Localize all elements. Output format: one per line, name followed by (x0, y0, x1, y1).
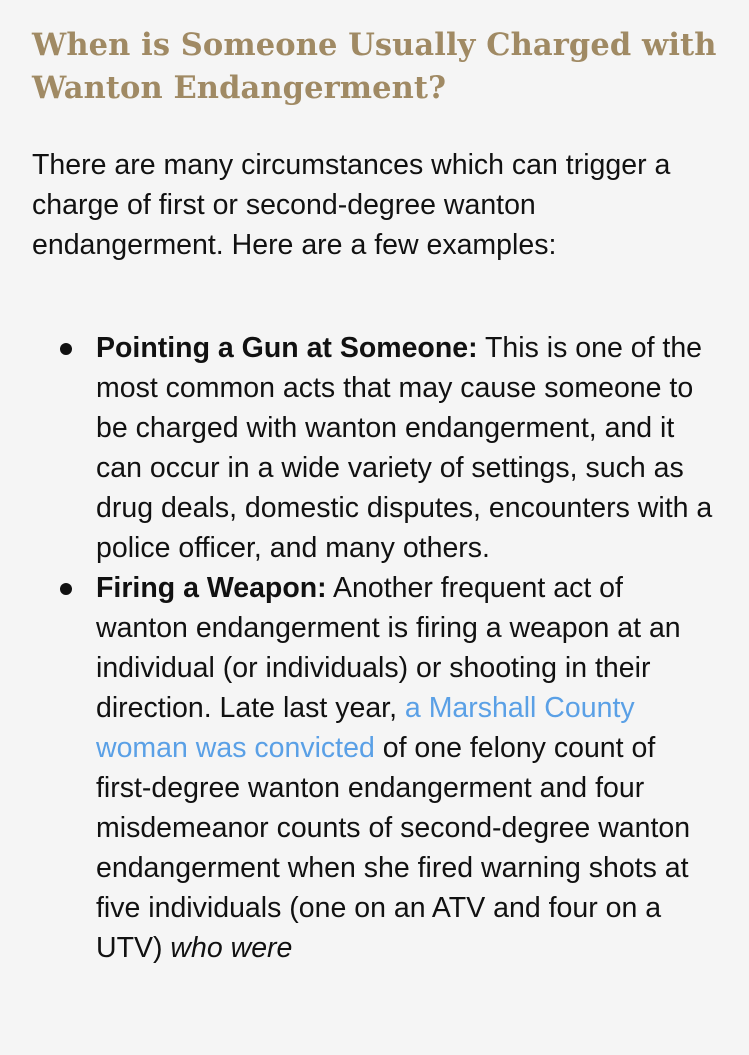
article (32, 24, 732, 968)
list-item-title: Firing a Weapon: (96, 572, 327, 604)
list-item-pointing-gun (32, 328, 716, 568)
list-item-text: Another frequent act of wanton endangerment is firing a weapon at an individual (or individuals) or shooting in their direction. Late last year, (96, 572, 681, 724)
list-item-text-continued: of one felony count of first-degree wanton endangerment and four misdemeanor counts of second-degree wanton endangerment when she fired warning shots at five individuals (one on an ATV and four on a UTV) (96, 732, 691, 964)
conviction-article-link[interactable]: a Marshall County woman was convicted (96, 692, 635, 764)
intro-paragraph: There are many circumstances which can trigger a charge of first or second-degree wanton endangerment. Here are a few examples: (32, 149, 671, 261)
section-heading: When is Someone Usually Charged with Wanton Endangerment? (32, 27, 717, 106)
examples-list (32, 328, 732, 968)
list-item-firing-weapon (32, 568, 716, 968)
list-item-title: Pointing a Gun at Someone: (96, 332, 478, 364)
list-item-text: This is one of the most common acts that may cause someone to be charged with wanton endangerment, and it can occur in a wide variety of settings, such as drug deals, domestic disputes, encounters with a police officer, and many others. (96, 332, 713, 564)
bullet-icon (60, 583, 72, 595)
bullet-icon (60, 343, 72, 355)
list-item-italic-text: who were (170, 932, 293, 964)
